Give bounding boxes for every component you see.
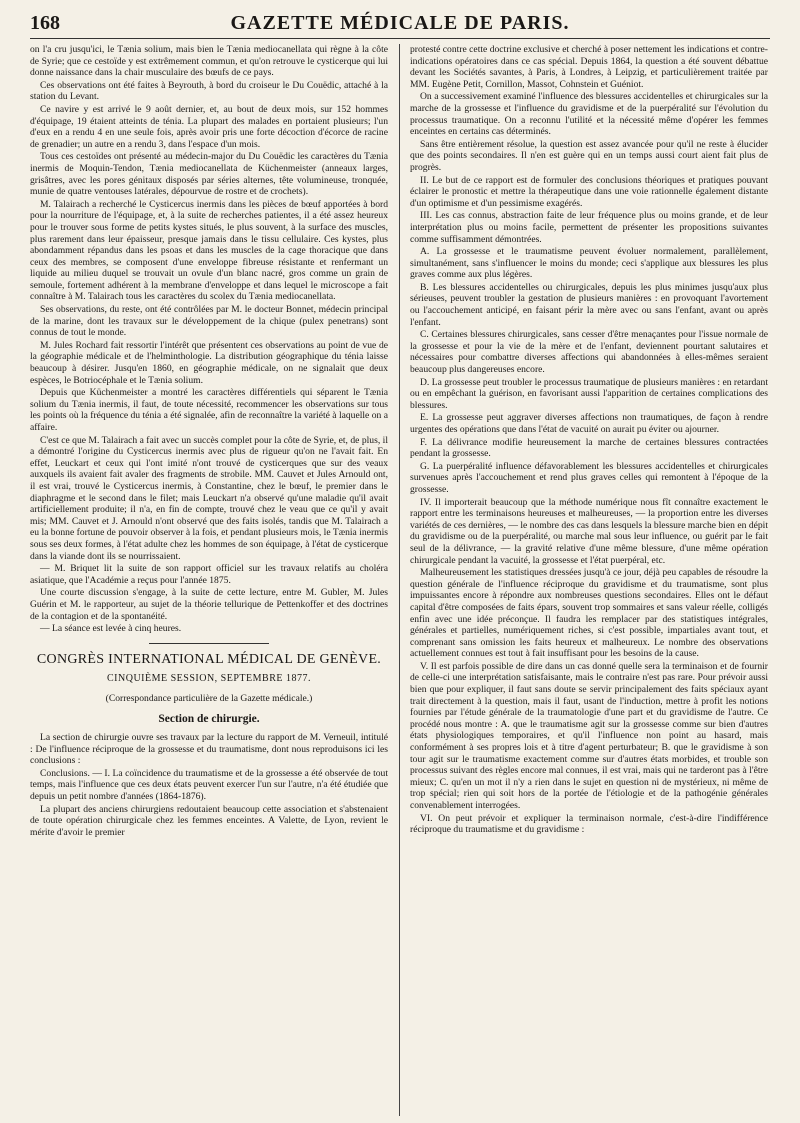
page-header <box>30 10 770 39</box>
article-paragraph: La plupart des anciens chirurgiens redoutaient beaucoup cette association et s'abstenaient de toute opération chirurgicale chez les femmes enceintes. A Valette, de Lyon, revient le mérite d'avoir le premier <box>30 803 388 838</box>
section-title: Section de chirurgie. <box>158 713 260 726</box>
article-paragraph: M. Talairach a recherché le Cysticercus inermis dans les pièces de bœuf apportées à bord pour la nourriture de l'équipage, et, à la suite de recherches patientes, il a été assez heureux pour le trouver sous forme de petits kystes situés, le plus souvent, à la surface des muscles, plus rarement dans leur épaisseur, presque jamais dans le tissu cellulaire. Ces kystes, plus abondamment répandus dans les psoas et dans les muscles de la cage thoracique que dans ceux des membres, se composent d'une enveloppe fibreuse résistante et renfermant un liquide au milieu duquel se trouvait un ovule d'un blanc nacré, gros comme un grain de semoule, fortement adhérent à la membrane d'enveloppe et dans lequel le microscope a fait connaître à M. Talairach tous les caractères du scolex du Tænia mediocanellata. <box>30 198 388 303</box>
article-paragraph: Une courte discussion s'engage, à la suite de cette lecture, entre M. Gubler, M. Jules Guérin et M. le rapporteur, au sujet de la théorie tellurique de Pettenkoffer et des doctrines de la contagion et de la spontanéité. <box>30 587 388 622</box>
session-line: CINQUIÈME SESSION, SEPTEMBRE 1877. <box>107 673 311 685</box>
article-paragraph: III. Les cas connus, abstraction faite de leur fréquence plus ou moins grande, et de leur interprétation plus ou moins facile, permettent de présenter les propositions suivantes comme suffisamment démontrées. <box>410 210 768 245</box>
correspondence-line: (Correspondance particulière de la Gazette médicale.) <box>105 692 313 704</box>
article-paragraph: Sans être entièrement résolue, la question est assez avancée pour qu'il ne reste à élucider que des points secondaires. Il n'en est guère qui en un temps aussi court aient fait plus de progrès. <box>410 138 768 173</box>
article-paragraph: E. La grossesse peut aggraver diverses affections non traumatiques, de façon à rendre urgentes des opérations que dans l'état de vacuité on aurait pu éviter ou ajourner. <box>410 412 768 435</box>
article-paragraph: On a successivement examiné l'influence des blessures accidentelles et chirurgicales sur la marche de la grossesse et l'influence du gravidisme et de la puerpéralité sur l'évolution du processus traumatique. On a reconnu l'utilité et la nécessité même d'opérer les femmes enceintes en certains cas déterminés. <box>410 91 768 138</box>
article-paragraph: Ces observations ont été faites à Beyrouth, à bord du croiseur le Du Couëdic, attaché à la station du Levant. <box>30 79 388 103</box>
article-paragraph: IV. Il importerait beaucoup que la méthode numérique nous fît connaître exactement le rapport entre les terminaisons heureuses et malheureuses, — la proportion entre les diverses variétés de ces dernières, — le nombre des cas dans lesquels la blessure marche bien en dépit du gravidisme ou de la puerpéralité, ou marche mal sous leur influence, ou guérit par le fait seul de la délivrance, — la gravité relative d'une même blessure, d'une même opération chirurgicale pendant la vacuité, la grossesse et l'état puerpéral, etc. <box>410 496 768 566</box>
article-paragraph: Malheureusement les statistiques dressées jusqu'à ce jour, déjà peu capables de résoudre la question générale de l'influence réciproque du gravidisme et du traumatisme, sont plus impuissantes encore à répondre aux nombreuses questions secondaires. Elles ont le défaut capital d'être composées de faits épars, souvent trop sommaires et sans valeur réelle, colligés enfin avec une idée préconçue. Il faudra les remplacer par des statistiques intégrales, générales et partielles, numériquement riches, si c'est possible, impartiales avant tout, et comprenant sans omission les faits heureux et malheureux. Le nombre des observations actuellement connues est tout à fait insuffisant pour les besoins de la cause. <box>410 567 768 660</box>
congress-title: CONGRÈS INTERNATIONAL MÉDICAL DE GENÈVE. <box>36 651 382 667</box>
article-paragraph: La section de chirurgie ouvre ses travaux par la lecture du rapport de M. Verneuil, intitulé : De l'influence réciproque de la grossesse et du traumatisme, dont nous reproduisons ici les conclusions : <box>30 732 388 767</box>
article-paragraph: A. La grossesse et le traumatisme peuvent évoluer normalement, parallèlement, simultanément, sans s'influencer le moins du monde; ceci s'applique aux blessures les plus graves comme aux plus légères. <box>410 246 768 281</box>
article-paragraph: B. Les blessures accidentelles ou chirurgicales, depuis les plus minimes jusqu'aux plus sérieuses, peuvent troubler la gestation de plusieurs manières : en provoquant l'avortement ou l'accouchement anticipé, en faisant périr la mère avec ou sans l'enfant, avant ou après l'enfant. <box>410 281 768 328</box>
section-divider <box>149 643 269 644</box>
article-paragraph: — M. Briquet lit la suite de son rapport officiel sur les travaux relatifs au choléra asiatique, que l'Académie a reçus pour l'année 1875. <box>30 563 388 586</box>
right-column <box>410 44 768 1116</box>
article-paragraph: G. La puerpéralité influence défavorablement les blessures accidentelles et chirurgicales survenues après l'accouchement et rend plus graves celles qui remontent à l'époque de la grossesse. <box>410 460 768 495</box>
article-paragraph: D. La grossesse peut troubler le processus traumatique de plusieurs manières : en retardant ou en empêchant la guérison, en favorisant aussi l'apparition de certaines complications des blessures. <box>410 376 768 411</box>
article-paragraph: VI. On peut prévoir et expliquer la terminaison normale, c'est-à-dire l'indifférence réciproque du traumatisme et du gravidisme : <box>410 812 768 836</box>
article-paragraph: Depuis que Küchenmeister a montré les caractères différentiels qui séparent le Tænia solium du Tænia inermis, il faut, de toute nécessité, recommencer les observations sur tous les points où la fréquence du ténia a été signalée, afin de reconnaître la variété à laquelle on a affaire. <box>30 387 388 433</box>
article-paragraph: protesté contre cette doctrine exclusive et cherché à poser nettement les indications et contre-indications opératoires dans ce cas spécial. Depuis 1864, la question a été souvent débattue devant les Sociétés savantes, à Paris, à Londres, à Leipzig, et particulièrement traitée par MM. Eugène Petit, Cornillon, Massot, Cohnstein et Guéniot. <box>410 44 768 90</box>
page-number: 168 <box>30 12 60 34</box>
article-paragraph: M. Jules Rochard fait ressortir l'intérêt que présentent ces observations au point de vue de la géographie médicale et de l'helminthologie. La distribution géographique du ténia laisse beaucoup à désirer. Jusqu'en 1860, en géographie médicale, on ne signalait que deux espèces, le Botriocéphale et le Tænia solium. <box>30 339 388 386</box>
journal-title: GAZETTE MÉDICALE DE PARIS. <box>230 12 570 34</box>
article-paragraph: Tous ces cestoïdes ont présenté au médecin-major du Du Couëdic les caractères du Tænia inermis de Moquin-Tendon, Tænia mediocanellata de Küchenmeister (anneaux larges, grisâtres, avec les pores génitaux disposés par séries alternes, tête volumineuse, tronquée, munie de quatre ventouses latérales, dépourvue de rostre et de crochets). <box>30 151 388 198</box>
article-paragraph: Ce navire y est arrivé le 9 août dernier, et, au bout de deux mois, sur 152 hommes d'équipage, 19 étaient atteints de ténia. La plupart des malades en portaient plusieurs; l'un d'eux en a rendu 4 en une seule fois, après avoir pris une forte décoction d'écorce de racine de grenadier; un autre en a rendu 3, dans l'espace d'un mois. <box>30 103 388 150</box>
left-column <box>30 44 388 1116</box>
article-paragraph: Conclusions. — I. La coïncidence du traumatisme et de la grossesse a été observée de tout temps, mais l'influence que ces deux états peuvent exercer l'un sur l'autre, n'a été étudiée que depuis un petit nombre d'années (1864-1876). <box>30 767 388 803</box>
column-divider <box>399 44 400 1116</box>
article-paragraph: F. La délivrance modifie heureusement la marche de certaines blessures contractées pendant la grossesse. <box>410 436 768 460</box>
article-paragraph: C'est ce que M. Talairach a fait avec un succès complet pour la côte de Syrie, et, de plus, il a démontré l'origine du Cysticercus inermis avec plus de rigueur qu'on ne l'avait fait. En effet, Leuckart et ceux qui l'ont imité n'ont trouvé de cysticerques que sur des veaux auxquels ils avaient fait avaler des fragments de strobile. MM. Cauvet et Jules Arnould ont, il est vrai, trouvé le Cysticercus inermis, à Constantine, chez le bœuf, le premier dans le diaphragme et le second dans le filet; mais Leuckart n'a observé qu'une maladie qu'il avait artificiellement produite; il n'a, en fin de compte, trouvé chez le veau que ce qu'il y avait mis; MM. Cauvet et J. Arnould n'ont observé que des faits isolés, tandis que M. Talairach a eu la bonne fortune de pouvoir observer à la fois, et pendant plusieurs mois, le Tænia inermis sous ses deux formes, à l'état adulte chez les hommes de son équipage, à l'état de cysticerque dans la viande dont ils se nourrissaient. <box>30 434 388 562</box>
article-paragraph: on l'a cru jusqu'ici, le Tænia solium, mais bien le Tænia mediocanellata qui règne à la côte de Syrie; que ce cestoïde y est extrêmement commun, et qu'on retrouve le cysticerque qui lui donne naissance dans la chair musculaire des bœufs de ce pays. <box>30 44 388 79</box>
article-paragraph: II. Le but de ce rapport est de formuler des conclusions théoriques et pratiques pouvant éclairer le pronostic et mettre la thérapeutique dans une voie rationnelle également distante d'un optimisme et d'un pessimisme exagérés. <box>410 174 768 209</box>
article-paragraph: V. Il est parfois possible de dire dans un cas donné quelle sera la terminaison et de fournir de celle-ci une interprétation satisfaisante, mais le contraire n'est pas rare. Pour prévoir aussi bien que pour expliquer, il faut sans doute se servir principalement des faits spéciaux ayant trait directement à la question, mais il faut, usant de l'induction, mettre à profit les notions fournies par l'étude générale de la traumatologie d'une part et du gravidisme de l'autre. Ce procédé nous montre : A. que le traumatisme agit sur la grossesse comme sur bien d'autres états physiologiques temporaires, et qu'il l'influence non point au hasard, mais conformément à ses propres lois et à titre d'agent perturbateur; B. que le gravidisme à son tour agit sur le traumatisme exactement comme sur d'autres états morbides, et trouble son processus suivant des règles encore mal connues, il est vrai, mais qui ne tarderont pas à l'être mieux; C. qu'en un mot il n'y a rien dans le sujet en question ni de mystérieux, ni même de trop spécial; rien qui soit hors de la portée de l'étiologie et de la pathogénie générales convenablement interrogées. <box>410 660 768 811</box>
article-paragraph: Ses observations, du reste, ont été contrôlées par M. le docteur Bonnet, médecin principal de la marine, dont les travaux sur le développement de la chique (pulex penetrans) sont connus de tout le monde. <box>30 304 388 339</box>
article-paragraph: C. Certaines blessures chirurgicales, sans cesser d'être menaçantes pour l'issue normale de la grossesse et pour la vie de la mère et de l'enfant, deviennent pourtant salutaires et nécessaires pour combattre diverses affections qui abandonnées à elles-mêmes seraient beaucoup plus dangereuses encore. <box>410 329 768 376</box>
article-paragraph: — La séance est levée à cinq heures. <box>40 623 182 635</box>
